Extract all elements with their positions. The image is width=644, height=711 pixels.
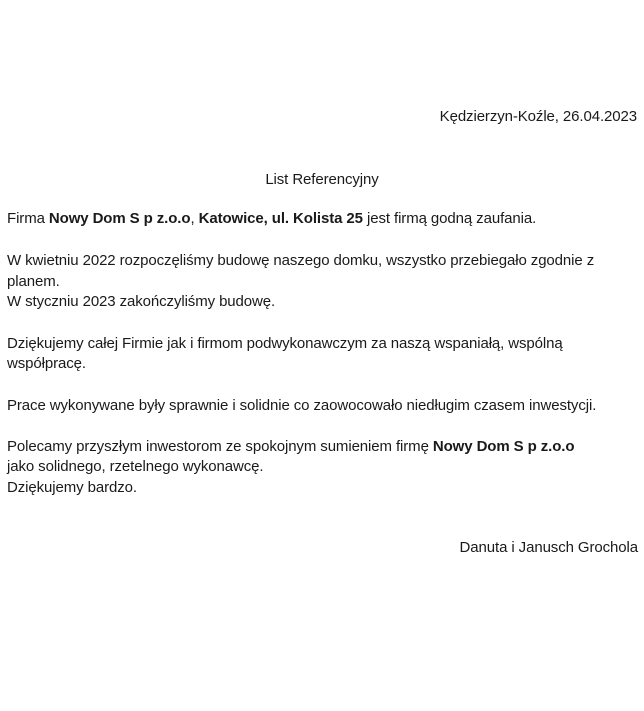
- paragraph-company-intro: [7, 209, 536, 229]
- letter-title: List Referencyjny: [265, 171, 379, 188]
- company-address: Katowice, ul. Kolista 25: [198, 210, 363, 227]
- intro-suffix: jest firmą godną zaufania.: [362, 210, 537, 227]
- paragraph-recommendation-line2: jako solidnego, rzetelnego wykonawcę.: [7, 458, 264, 475]
- paragraph-work-quality: Prace wykonywane były sprawnie i solidnie co zaowocowało niedługim czasem inwestycji.: [7, 397, 597, 414]
- paragraph-construction-line1: W kwietniu 2022 rozpoczęliśmy budowę naszego domku, wszystko przebiegało zgodnie z: [7, 252, 595, 269]
- paragraph-recommendation-line1: [7, 437, 574, 457]
- intro-comma: ,: [190, 210, 199, 227]
- paragraph-construction-line3: W styczniu 2023 zakończyliśmy budowę.: [7, 293, 276, 310]
- company-name-recommendation: Nowy Dom S p z.o.o: [432, 438, 575, 455]
- paragraph-thanks-line1: Dziękujemy całej Firmie jak i firmom podwykonawczym za naszą wspaniałą, wspólną: [7, 335, 563, 352]
- place-date: Kędzierzyn-Koźle, 26.04.2023: [439, 108, 637, 125]
- paragraph-thanks-line2: współpracę.: [7, 355, 86, 372]
- company-name: Nowy Dom S p z.o.o: [48, 210, 191, 227]
- recommendation-prefix: Polecamy przyszłym inwestorom ze spokojnym sumieniem firmę: [7, 438, 433, 455]
- intro-prefix: Firma: [7, 210, 49, 227]
- paragraph-recommendation-line3: Dziękujemy bardzo.: [7, 479, 137, 496]
- paragraph-construction-line2: planem.: [7, 273, 60, 290]
- signature: Danuta i Janusch Grochola: [459, 539, 638, 556]
